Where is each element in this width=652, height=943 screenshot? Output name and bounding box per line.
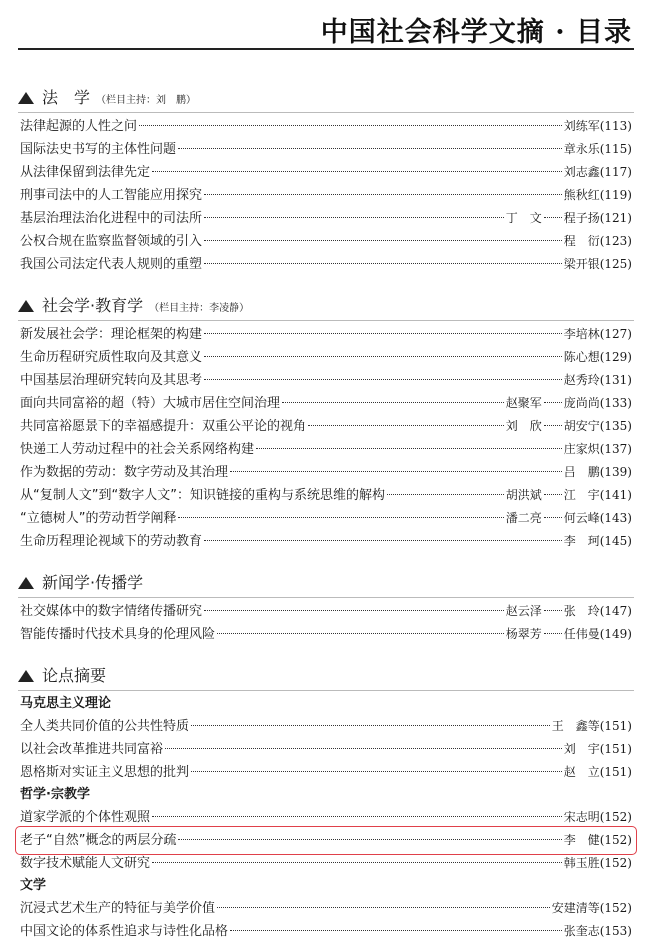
leader-dots [544, 517, 562, 518]
entry-author: 熊秋红 [563, 188, 600, 202]
triangle-icon [18, 92, 34, 104]
section-editor: （栏目主持：李凌静） [149, 303, 250, 314]
entry-author: 杨翠芳 [505, 627, 542, 641]
entry-author: 刘志鑫 [563, 165, 600, 179]
entry-title[interactable]: 基层治理法治化进程中的司法所 [20, 211, 203, 226]
leader-dots [230, 471, 562, 472]
entry-page: (113) [599, 119, 632, 133]
entry-author: 庄家炽 [563, 442, 600, 456]
entry-author-2: 江 宇 [563, 488, 600, 502]
entry-page: (143) [599, 511, 632, 525]
entry-page: (121) [599, 211, 632, 225]
entry-page: (151) [599, 719, 632, 733]
leader-dots [282, 402, 504, 403]
entry-page: (152) [599, 810, 632, 824]
triangle-icon [18, 300, 34, 312]
leader-dots [178, 839, 561, 840]
section-header [18, 569, 634, 598]
leader-dots [139, 125, 562, 126]
leader-dots [204, 540, 562, 541]
section-sociology [18, 292, 634, 553]
entry-author: 李 健 [563, 833, 600, 847]
leader-dots [544, 494, 562, 495]
entry-title[interactable]: 从法律保留到法律先定 [20, 165, 151, 180]
leader-dots [544, 425, 562, 426]
entry-title[interactable]: 全人类共同价值的公共性特质 [20, 719, 190, 734]
section-title: 社会学·教育学 [42, 296, 144, 315]
entry-page: (117) [599, 165, 632, 179]
toc-entry[interactable] [18, 507, 634, 530]
leader-dots [217, 907, 550, 908]
toc-entry[interactable] [18, 115, 634, 138]
entry-page: (147) [599, 604, 632, 618]
section-title: 论点摘要 [42, 666, 107, 685]
entry-author: 赵秀玲 [563, 373, 600, 387]
toc-entry[interactable] [18, 715, 634, 738]
leader-dots [256, 448, 562, 449]
section-abstracts [18, 662, 634, 943]
entry-author: 李 珂 [563, 534, 600, 548]
entry-author: 韩玉胜 [563, 856, 600, 870]
leader-dots [165, 748, 562, 749]
entry-page: (123) [599, 234, 632, 248]
toc-entry[interactable] [18, 138, 634, 161]
entry-author: 章永乐 [563, 142, 600, 156]
toc-entry[interactable] [18, 207, 634, 230]
entry-author: 赵云泽 [505, 604, 542, 618]
entry-title[interactable]: 道家学派的个体性观照 [20, 810, 151, 825]
section-law [18, 84, 634, 276]
leader-dots [191, 771, 562, 772]
entry-page: (135) [599, 419, 632, 433]
entry-author-2: 庞尚尚 [563, 396, 600, 410]
toc-entry[interactable] [18, 852, 634, 875]
leader-dots [544, 633, 562, 634]
toc-entry[interactable] [18, 346, 634, 369]
leader-dots [544, 217, 562, 218]
subsection-title: 文学 [20, 878, 47, 893]
entry-author-2: 张 玲 [563, 604, 600, 618]
toc-entry[interactable] [18, 530, 634, 553]
entry-page: (141) [599, 488, 632, 502]
entry-page: (131) [599, 373, 632, 387]
page-header [18, 0, 634, 50]
entry-author: 赵聚军 [505, 396, 542, 410]
leader-dots [178, 148, 562, 149]
section-journalism [18, 569, 634, 646]
entry-title[interactable]: 中国基层治理研究转向及其思考 [20, 373, 203, 388]
leader-dots [387, 494, 504, 495]
toc-entry[interactable] [18, 438, 634, 461]
highlighted-toc-entry[interactable] [18, 829, 634, 852]
entry-author: 安建清等 [551, 901, 600, 915]
entry-title[interactable]: 法律起源的人性之问 [20, 119, 138, 134]
entry-page: (129) [599, 350, 632, 364]
entry-title[interactable]: 快递工人劳动过程中的社会关系网络构建 [20, 442, 255, 457]
entry-author: 胡洪斌 [505, 488, 542, 502]
entry-title[interactable]: 面向共同富裕的超（特）大城市居住空间治理 [20, 396, 281, 411]
entry-author: 吕 鹏 [563, 465, 600, 479]
entry-page: (145) [599, 534, 632, 548]
entry-title[interactable]: 生命历程理论视域下的劳动教育 [20, 534, 203, 549]
leader-dots [204, 610, 504, 611]
entry-author-2: 程子扬 [563, 211, 600, 225]
entry-author: 刘 宇 [563, 742, 600, 756]
toc-entry[interactable] [18, 738, 634, 761]
leader-dots [204, 263, 562, 264]
toc-entry[interactable] [18, 392, 634, 415]
toc-entry[interactable] [18, 230, 634, 253]
entry-author: 张奎志 [563, 924, 600, 938]
entry-page: (152) [599, 833, 632, 847]
toc-entry[interactable] [18, 806, 634, 829]
entry-title[interactable]: 我国公司法定代表人规则的重塑 [20, 257, 203, 272]
table-of-contents [18, 84, 634, 943]
entry-author-2: 何云峰 [563, 511, 600, 525]
entry-page: (133) [599, 396, 632, 410]
entry-title[interactable]: 作为数据的劳动：数字劳动及其治理 [20, 465, 229, 480]
subsection-title: 马克思主义理论 [20, 696, 112, 711]
entry-page: (125) [599, 257, 632, 271]
leader-dots [217, 633, 504, 634]
entry-author: 宋志明 [563, 810, 600, 824]
toc-entry[interactable] [18, 161, 634, 184]
entry-title[interactable]: 国际法史书写的主体性问题 [20, 142, 177, 157]
entry-title[interactable]: 智能传播时代技术具身的伦理风险 [20, 627, 216, 642]
entry-author: 刘练军 [563, 119, 600, 133]
entry-title[interactable]: 社交媒体中的数字情绪传播研究 [20, 604, 203, 619]
section-editor: （栏目主持：刘 鹏） [96, 95, 197, 106]
entry-title[interactable]: 中国文论的体系性追求与诗性化品格 [20, 924, 229, 939]
entry-author: 潘二亮 [505, 511, 542, 525]
entry-author: 李培林 [563, 327, 600, 341]
leader-dots [191, 725, 550, 726]
leader-dots [152, 816, 562, 817]
section-title: 新闻学·传播学 [42, 573, 144, 592]
toc-entry[interactable] [18, 253, 634, 276]
leader-dots [204, 333, 562, 334]
leader-dots [152, 171, 562, 172]
entry-page: (137) [599, 442, 632, 456]
entry-title[interactable]: 生命历程研究质性取向及其意义 [20, 350, 203, 365]
entry-page: (115) [599, 142, 632, 156]
leader-dots [204, 356, 562, 357]
subsection-title: 哲学·宗教学 [20, 787, 90, 802]
leader-dots [204, 240, 562, 241]
toc-entry[interactable] [18, 184, 634, 207]
leader-dots [152, 862, 562, 863]
entry-page: (151) [599, 765, 632, 779]
toc-entry[interactable] [18, 461, 634, 484]
entry-author: 丁 文 [505, 211, 542, 225]
entry-page: (152) [599, 901, 632, 915]
entry-author: 赵 立 [563, 765, 600, 779]
entry-title[interactable]: 恩格斯对实证主义思想的批判 [20, 765, 190, 780]
entry-page: (139) [599, 465, 632, 479]
entry-author: 梁开银 [563, 257, 600, 271]
entry-author: 刘 欣 [505, 419, 542, 433]
toc-entry[interactable] [18, 761, 634, 784]
entry-page: (149) [599, 627, 632, 641]
toc-entry[interactable] [18, 415, 634, 438]
toc-entry[interactable] [18, 600, 634, 623]
entry-page: (152) [599, 856, 632, 870]
journal-title: 中国社会科学文摘 · 目录 [320, 17, 632, 48]
entry-title[interactable]: 以社会改革推进共同富裕 [20, 742, 164, 757]
entry-author: 陈心想 [563, 350, 600, 364]
entry-title[interactable]: 老子“自然”概念的两层分疏 [20, 833, 177, 848]
leader-dots [544, 610, 562, 611]
section-header [18, 84, 634, 113]
entry-page: (151) [599, 742, 632, 756]
entry-title[interactable]: 共同富裕愿景下的幸福感提升：双重公平论的视角 [20, 419, 307, 434]
entry-title[interactable]: 从“复制人文”到“数字人文”：知识链接的重构与系统思维的解构 [20, 488, 385, 503]
entry-page: (127) [599, 327, 632, 341]
toc-entry[interactable] [18, 484, 634, 507]
entry-title[interactable]: “立德树人”的劳动哲学阐释 [20, 511, 177, 526]
triangle-icon [18, 670, 34, 682]
toc-entry[interactable] [18, 920, 634, 943]
toc-entry[interactable] [18, 323, 634, 346]
entry-page: (153) [599, 924, 632, 938]
section-title: 法 学 [42, 88, 91, 107]
leader-dots [308, 425, 504, 426]
entry-author-2: 任伟曼 [563, 627, 600, 641]
entry-title[interactable]: 刑事司法中的人工智能应用探究 [20, 188, 203, 203]
leader-dots [204, 194, 562, 195]
entry-title[interactable]: 新发展社会学：理论框架的构建 [20, 327, 203, 342]
entry-title[interactable]: 数字技术赋能人文研究 [20, 856, 151, 871]
section-header [18, 662, 634, 691]
toc-entry[interactable] [18, 897, 634, 920]
entry-title[interactable]: 公权合规在监察监督领域的引入 [20, 234, 203, 249]
leader-dots [230, 930, 562, 931]
section-header [18, 292, 634, 321]
triangle-icon [18, 577, 34, 589]
toc-entry[interactable] [18, 623, 634, 646]
entry-title[interactable]: 沉浸式艺术生产的特征与美学价值 [20, 901, 216, 916]
leader-dots [178, 517, 503, 518]
leader-dots [204, 379, 562, 380]
entry-author: 程 衍 [563, 234, 600, 248]
entry-author: 王 鑫等 [551, 719, 600, 733]
leader-dots [544, 402, 562, 403]
entry-page: (119) [599, 188, 632, 202]
entry-author-2: 胡安宁 [563, 419, 600, 433]
leader-dots [204, 217, 504, 218]
toc-entry[interactable] [18, 369, 634, 392]
